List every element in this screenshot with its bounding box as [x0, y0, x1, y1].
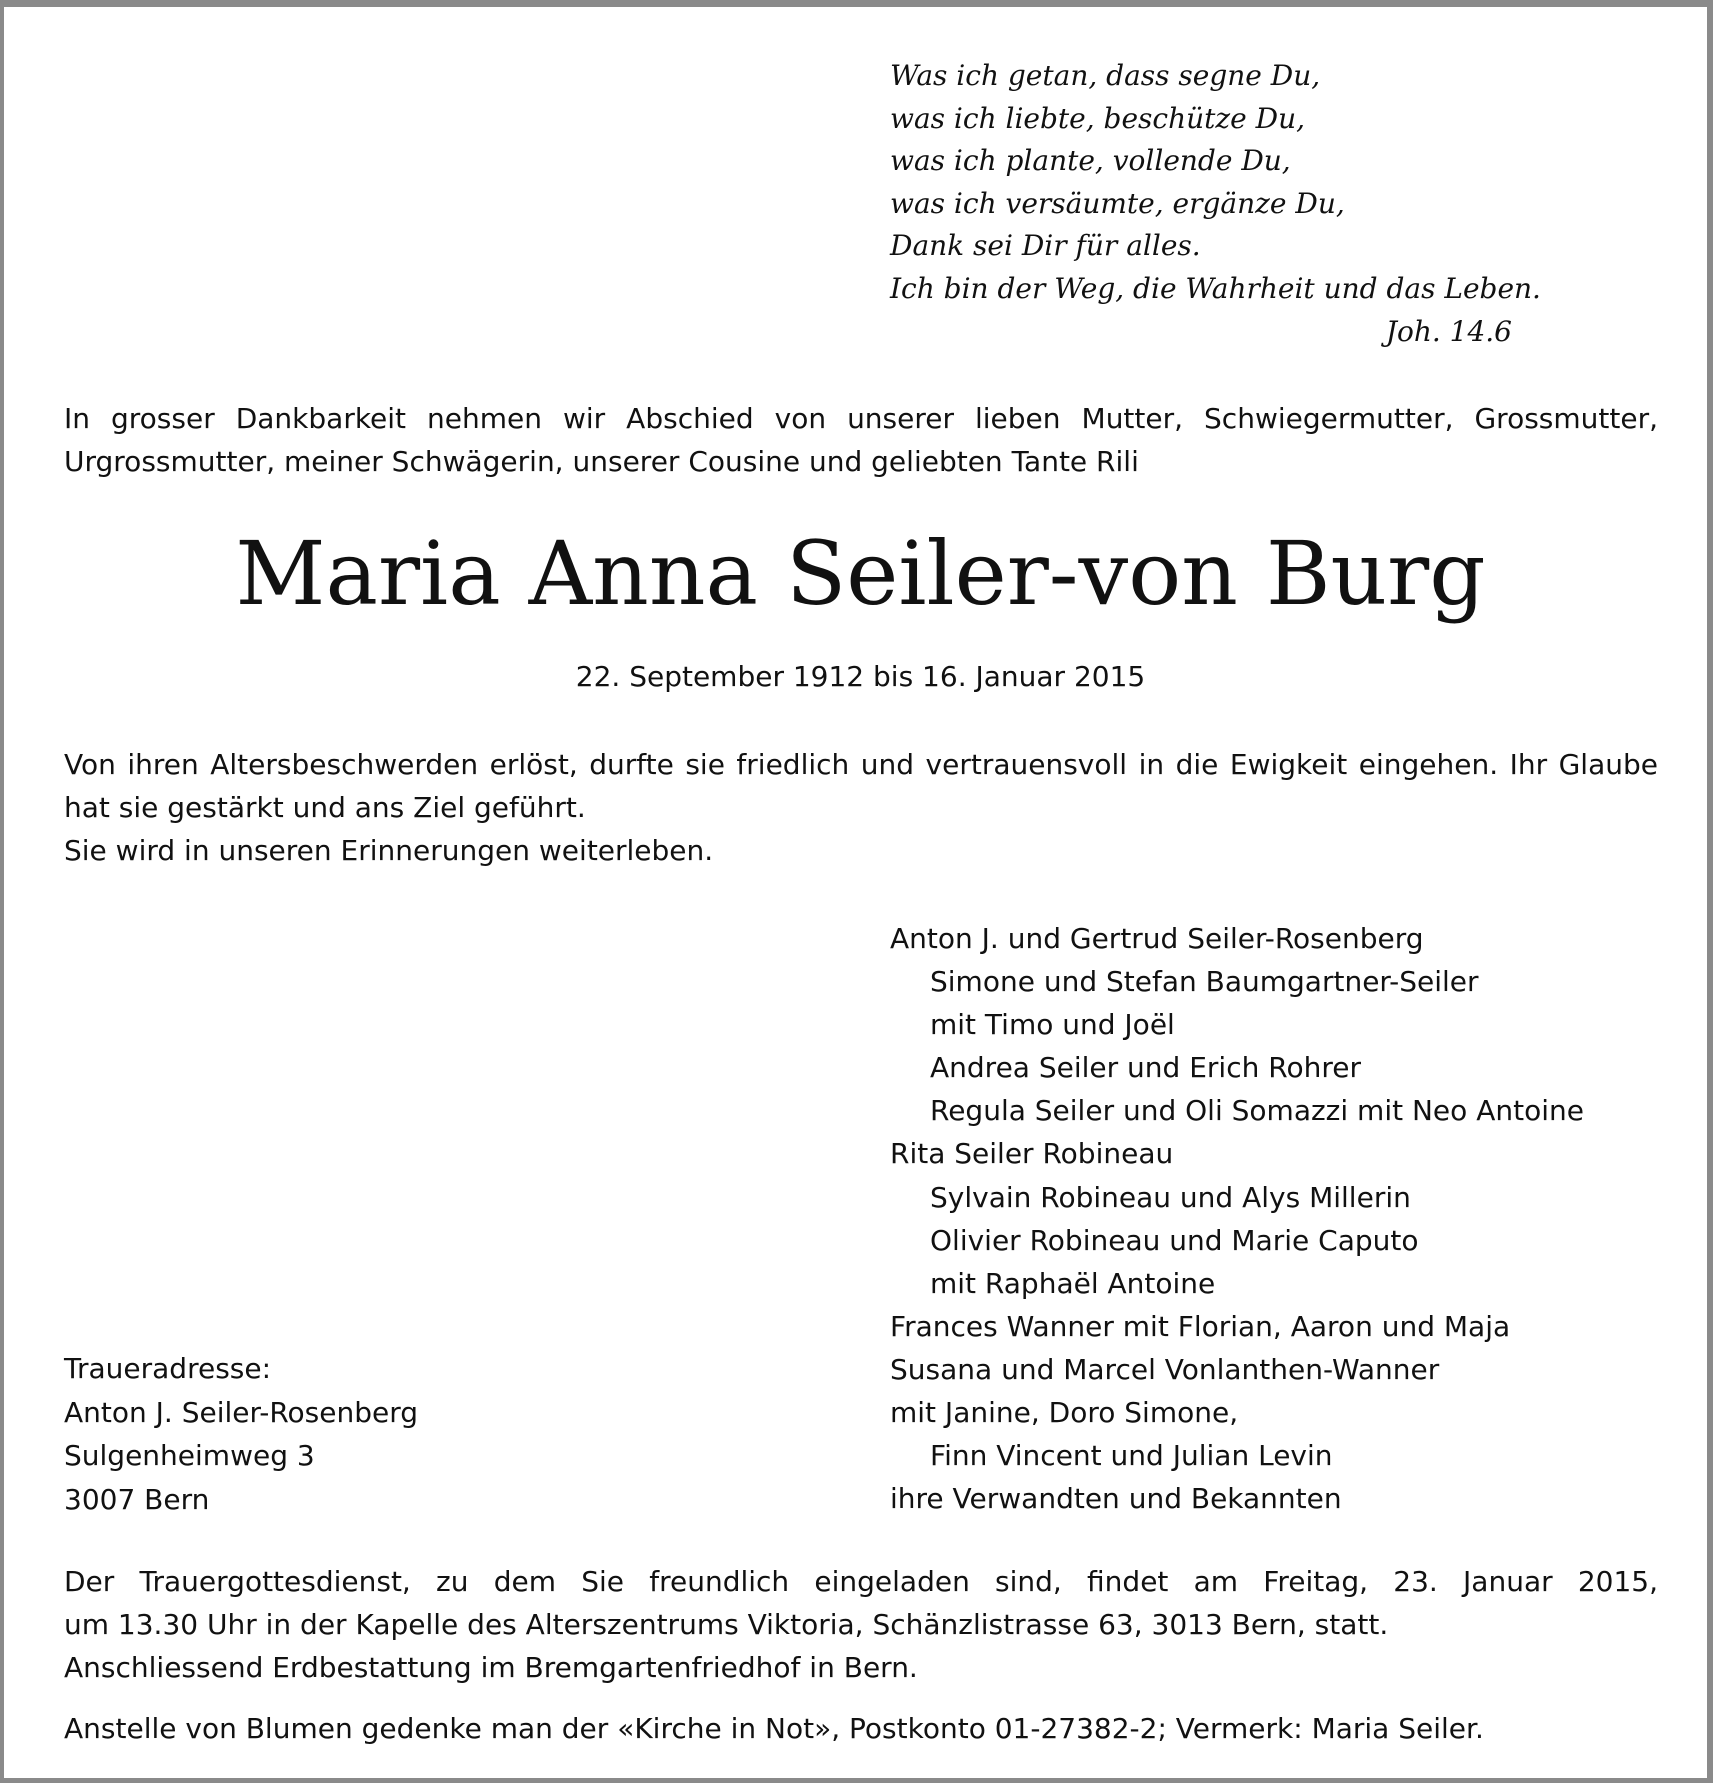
family-member: Regula Seiler und Oli Somazzi mit Neo Antoine — [930, 1094, 1584, 1128]
donation-note: Anstelle von Blumen gedenke man der «Kirche in Not», Postkonto 01-27382-2; Vermerk: Maria Seiler. — [64, 1712, 1484, 1745]
family-member: mit Timo und Joël — [930, 1008, 1175, 1042]
verse-line: Dank sei Dir für alles. — [890, 229, 1201, 263]
address-name: Anton J. Seiler-Rosenberg — [64, 1395, 419, 1429]
family-member: Andrea Seiler und Erich Rohrer — [930, 1051, 1361, 1085]
verse-line: Was ich getan, dass segne Du, — [890, 59, 1321, 92]
message-paragraph — [64, 743, 1658, 872]
message-line-1: Von ihren Altersbeschwerden erlöst, durfte sie friedlich und vertrauensvoll in die Ewigkeit eingehen. Ihr Glaube — [64, 748, 1658, 781]
family-member: Finn Vincent und Julian Levin — [930, 1439, 1333, 1473]
family-member: ihre Verwandten und Bekannten — [890, 1482, 1342, 1516]
intro-line-2: Urgrossmutter, meiner Schwägerin, unserer Cousine und geliebten Tante Rili — [64, 445, 1139, 478]
bible-verse — [890, 55, 1541, 353]
family-member: Sylvain Robineau und Alys Millerin — [930, 1180, 1411, 1214]
mourning-address — [64, 1347, 418, 1521]
life-dates: 22. September 1912 bis 16. Januar 2015 — [575, 660, 1146, 693]
verse-line: was ich plante, vollende Du, — [890, 144, 1291, 178]
address-city: 3007 Bern — [64, 1482, 210, 1516]
deceased-name: Maria Anna Seiler-von Burg — [235, 522, 1486, 625]
message-line-2: hat sie gestärkt und ans Ziel geführt. — [64, 791, 586, 824]
family-member: Simone und Stefan Baumgartner-Seiler — [930, 965, 1479, 999]
verse-line: was ich versäumte, ergänze Du, — [890, 186, 1345, 220]
address-street: Sulgenheimweg 3 — [64, 1439, 315, 1472]
service-line-1: Der Trauergottesdienst, zu dem Sie freundlich eingeladen sind, findet am Freitag, 23. Januar 2015, — [64, 1565, 1658, 1598]
address-label: Traueradresse: — [64, 1352, 272, 1385]
service-paragraph — [64, 1560, 1658, 1689]
family-member: Anton J. und Gertrud Seiler-Rosenberg — [890, 922, 1424, 955]
intro-line-1: In grosser Dankbarkeit nehmen wir Abschied von unserer lieben Mutter, Schwiegermutter, Grossmutter, — [64, 402, 1658, 435]
verse-line: was ich liebte, beschütze Du, — [890, 101, 1305, 135]
family-member: mit Janine, Doro Simone, — [890, 1396, 1239, 1430]
verse-line: Ich bin der Weg, die Wahrheit und das Leben. — [890, 271, 1541, 305]
service-line-3: Anschliessend Erdbestattung im Bremgartenfriedhof in Bern. — [64, 1651, 918, 1684]
family-member: mit Raphaël Antoine — [930, 1266, 1216, 1300]
service-line-2: um 13.30 Uhr in der Kapelle des Alterszentrums Viktoria, Schänzlistrasse 63, 3013 Bern, statt. — [64, 1608, 1389, 1641]
family-member: Olivier Robineau und Marie Caputo — [930, 1223, 1419, 1257]
family-list — [890, 917, 1584, 1520]
message-line-3: Sie wird in unseren Erinnerungen weiterleben. — [64, 834, 714, 867]
intro-paragraph — [64, 397, 1658, 483]
verse-reference: Joh. 14.6 — [1385, 314, 1512, 348]
family-member: Rita Seiler Robineau — [890, 1137, 1174, 1171]
family-member: Frances Wanner mit Florian, Aaron und Maja — [890, 1309, 1511, 1343]
family-member: Susana und Marcel Vonlanthen-Wanner — [890, 1352, 1440, 1386]
